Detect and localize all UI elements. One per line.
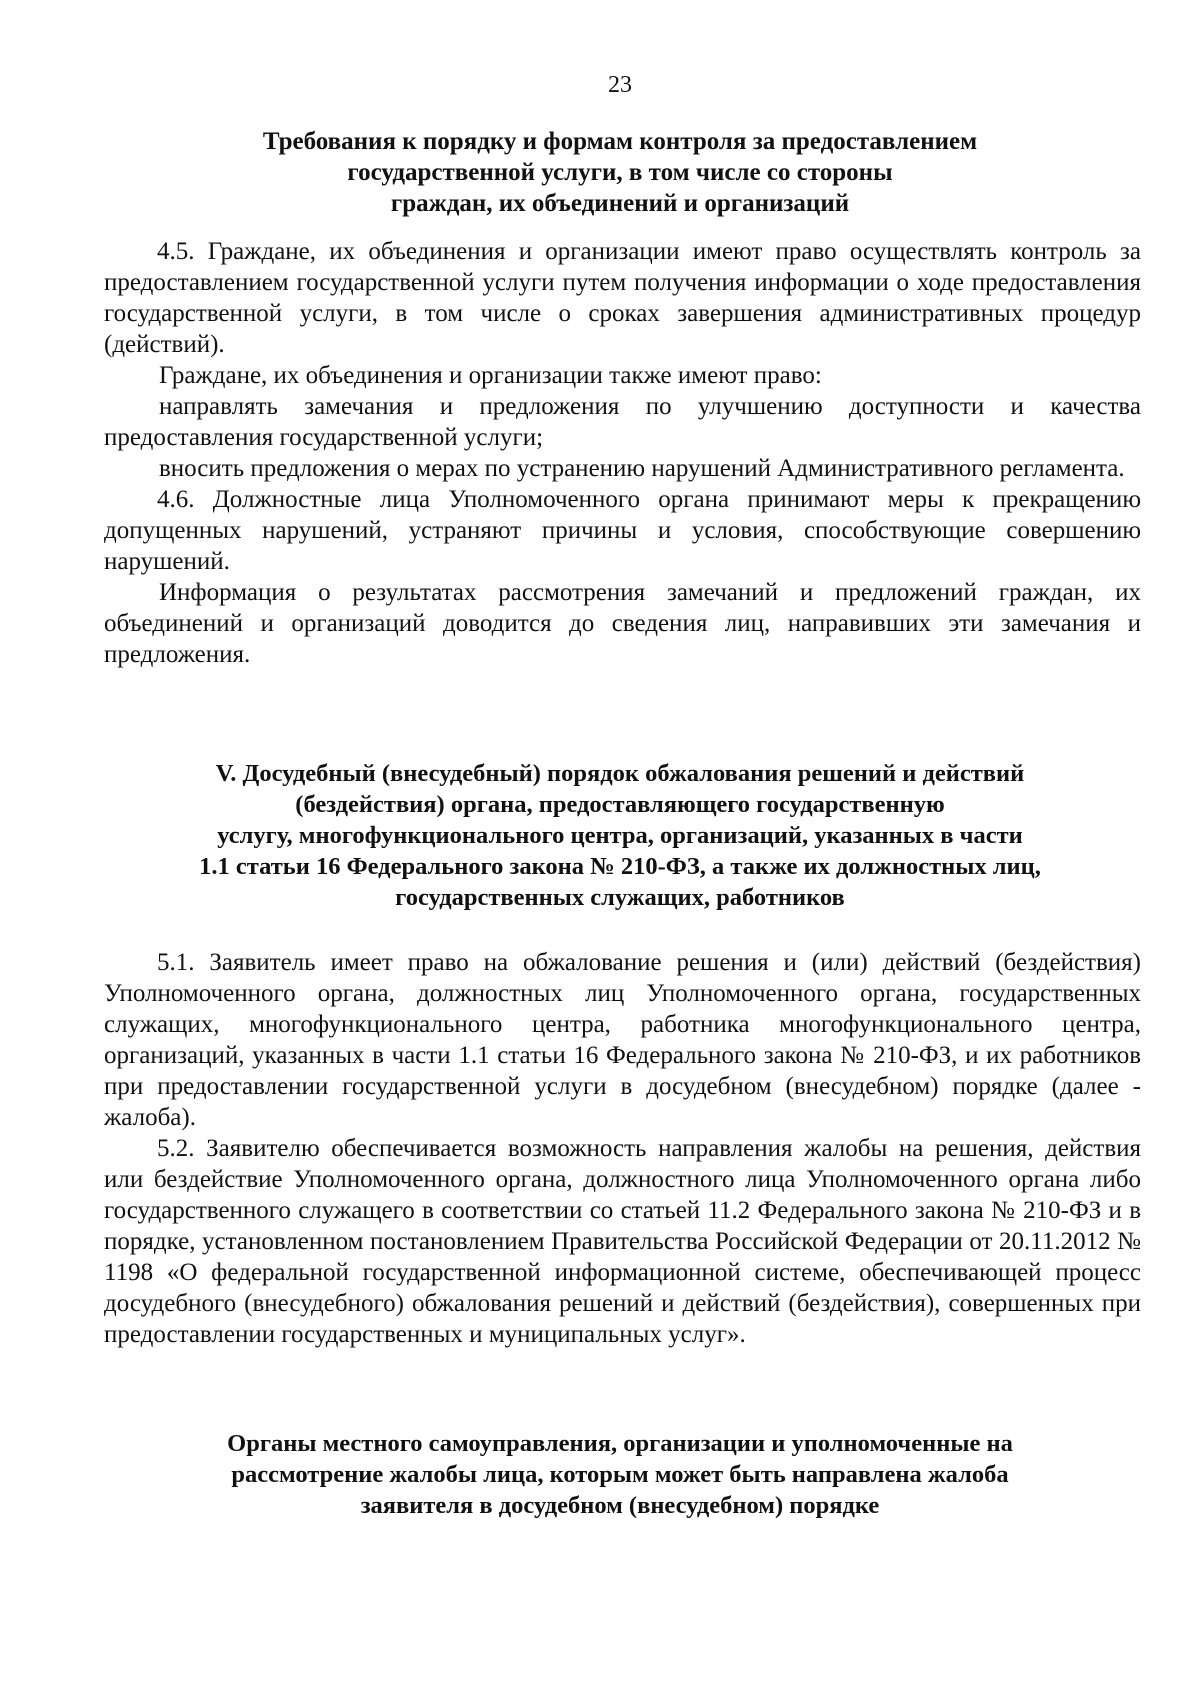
heading-line: граждан, их объединений и организаций xyxy=(390,190,850,217)
paragraph-4-5: 4.5. Граждане, их объединения и организации имеют право осуществлять контроль за предоставлением государственной услуги путем получения информации о ходе предоставления государственной услуги, в том числе о сроках завершения административных процедур (действий). xyxy=(104,238,1141,358)
paragraph-right-remarks: направлять замечания и предложения по улучшению доступности и качества предоставления государственной услуги; xyxy=(104,393,1141,451)
heading-line: заявителя в досудебном (внесудебном) порядке xyxy=(360,1492,880,1519)
section-5-body xyxy=(104,947,1141,1350)
section-5-heading xyxy=(100,758,1140,913)
heading-line: государственной услуги, в том числе со стороны xyxy=(347,159,893,186)
heading-line: рассмотрение жалобы лица, которым может быть направлена жалоба xyxy=(231,1461,1009,1488)
heading-line: 1.1 статьи 16 Федерального закона № 210-ФЗ, а также их должностных лиц, xyxy=(199,853,1041,880)
paragraph-5-2: 5.2. Заявителю обеспечивается возможность направления жалобы на решения, действия или бездействие Уполномоченного органа, должностного лица Уполномоченного органа либо государственного служащего в соответствии со статьей 11.2 Федерального закона № 210-ФЗ и в порядке, установленном постановлением Правительства Российской Федерации от 20.11.2012 № 1198 «О федеральной государственной информационной системе, обеспечивающей процесс досудебного (внесудебного) обжалования решений и действий (бездействия), совершенных при предоставлении государственных и муниципальных услуг». xyxy=(104,1135,1141,1348)
paragraph-results-info: Информация о результатах рассмотрения замечаний и предложений граждан, их объединений и организаций доводится до сведения лиц, направивших эти замечания и предложения. xyxy=(104,579,1141,668)
paragraph-rights-intro: Граждане, их объединения и организации также имеют право: xyxy=(159,362,822,389)
heading-line: государственных служащих, работников xyxy=(395,884,845,911)
paragraph-right-proposals: вносить предложения о мерах по устранению нарушений Административного регламента. xyxy=(159,455,1125,482)
heading-line: (бездействия) органа, предоставляющего государственную xyxy=(295,791,945,818)
section-4-body xyxy=(104,236,1141,670)
section-4-heading xyxy=(100,126,1140,219)
paragraph-5-1: 5.1. Заявитель имеет право на обжалование решения и (или) действий (бездействия) Уполномоченного органа, должностных лиц Уполномоченного органа, государственных служащих, многофункционального центра, работника многофункционального центра, организаций, указанных в части 1.1 статьи 16 Федерального закона № 210-ФЗ, и их работников при предоставлении государственной услуги в досудебном (внесудебном) порядке (далее - жалоба). xyxy=(104,949,1141,1131)
heading-line: Органы местного самоуправления, организации и уполномоченные на xyxy=(227,1430,1013,1457)
subsection-heading xyxy=(100,1428,1140,1521)
heading-line: V. Досудебный (внесудебный) порядок обжалования решений и действий xyxy=(215,760,1025,787)
heading-line: услугу, многофункционального центра, организаций, указанных в части xyxy=(217,822,1023,849)
paragraph-4-6: 4.6. Должностные лица Уполномоченного органа принимают меры к прекращению допущенных нарушений, устраняют причины и условия, способствующие совершению нарушений. xyxy=(104,486,1141,575)
page-number: 23 xyxy=(608,72,632,98)
heading-line: Требования к порядку и формам контроля за предоставлением xyxy=(262,128,978,155)
